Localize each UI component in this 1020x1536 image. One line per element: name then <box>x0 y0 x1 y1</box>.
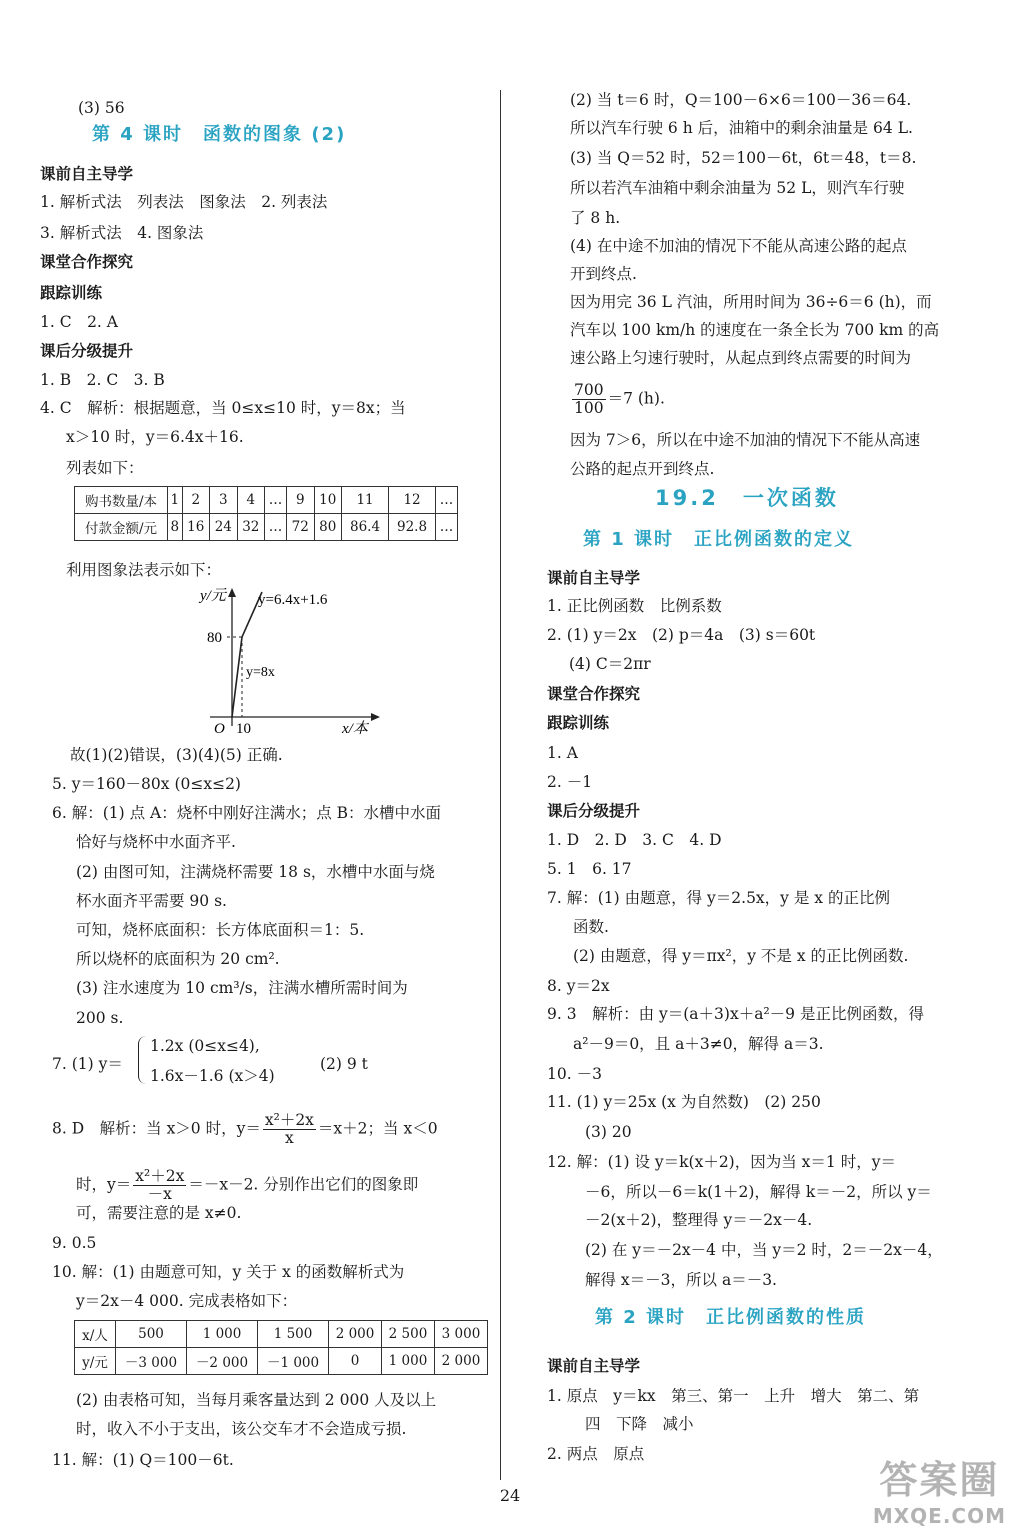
text: ＝－x－2. 分别作出它们的图象即 <box>188 1175 419 1194</box>
heading-class-explore: 课堂合作探究 <box>40 253 134 271</box>
answer-line: 1. 解析式法 列表法 图象法 2. 列表法 <box>40 193 328 211</box>
piecewise-brace <box>138 1036 147 1084</box>
table-cell: 2 <box>182 487 210 514</box>
answer-line: 1. 正比例函数 比例系数 <box>547 597 722 615</box>
row-header-cell: 付款金额/元 <box>75 514 168 541</box>
answer-line: y＝2x－4 000. 完成表格如下： <box>76 1292 298 1310</box>
answer-line: 时，收入不小于支出，该公交车才不会造成亏损. <box>76 1420 407 1438</box>
answer-line: 9. 0.5 <box>52 1234 97 1252</box>
answer-line: 11. (1) y＝25x (x 为自然数) (2) 250 <box>547 1093 821 1111</box>
heading-pre-study: 课前自主导学 <box>547 1357 641 1375</box>
answer-line: 200 s. <box>76 1009 124 1027</box>
origin-label: O <box>214 721 225 736</box>
answer-line: 函数. <box>573 918 609 936</box>
answer-line: (3) 当 Q＝52 时，52＝100－6t，6t＝48，t＝8. <box>570 149 917 167</box>
table-cell: 10 <box>314 487 342 514</box>
heading-track-training: 跟踪训练 <box>40 284 103 302</box>
answer-line: 3. 解析式法 4. 图象法 <box>40 224 204 242</box>
answer-line: 因为 7＞6，所以在中途不加油的情况下不能从高速 <box>570 431 921 449</box>
answer-line: (2) 由题意，得 y＝πx²，y 不是 x 的正比例函数. <box>573 947 909 965</box>
fraction <box>263 1112 316 1147</box>
piecewise-case-1: 1.2x (0≤x≤4), <box>150 1037 260 1055</box>
fraction <box>133 1168 186 1203</box>
answer-line: 2. －1 <box>547 773 593 791</box>
x-axis-label: x/本 <box>342 721 368 736</box>
table-cell: 12 <box>389 487 436 514</box>
numerator: 700 <box>574 381 604 399</box>
denominator: 100 <box>574 399 604 417</box>
answer-line: (2) 由图可知，注满烧杯需要 18 s，水槽中水面与烧 <box>76 863 435 881</box>
table-cell: … <box>436 514 458 541</box>
table-cell: 92.8 <box>389 514 436 541</box>
answer-line: 1. 原点 y＝kx 第三、第一 上升 增大 第二、第 <box>547 1387 920 1405</box>
answer-line: 可，需要注意的是 x≠0. <box>76 1204 242 1222</box>
answer-line: 汽车以 100 km/h 的速度在一条全长为 700 km 的高 <box>570 321 940 339</box>
table-cell: 2 000 <box>434 1348 487 1375</box>
watermark-logo <box>873 1449 1006 1528</box>
watermark-url: MXQE.COM <box>872 1504 1006 1528</box>
line-label-1: y=6.4x+1.6 <box>258 592 328 608</box>
table-cell: 8 <box>168 514 183 541</box>
answer-line: 恰好与烧杯中水面齐平. <box>76 833 236 851</box>
heading-after-class: 课后分级提升 <box>547 802 641 820</box>
text: ＝x＋2；当 x＜0 <box>317 1119 438 1138</box>
table-cell: －3 000 <box>116 1348 187 1375</box>
answer-line: 利用图象法表示如下： <box>66 561 222 579</box>
watermark-text: 答案圈 <box>879 1458 1000 1502</box>
table-cell: 3 000 <box>434 1321 487 1348</box>
table-cell: … <box>265 487 287 514</box>
table-cell: … <box>436 487 458 514</box>
table-cell: 80 <box>314 514 342 541</box>
answer-line: (2) 9 t <box>320 1055 368 1073</box>
answer-line: (2) 当 t＝6 时，Q＝100－6×6＝100－36＝64. <box>570 91 912 109</box>
table-cell: 16 <box>182 514 210 541</box>
answer-line: 解得 x＝－3，所以 a＝－3. <box>585 1271 777 1289</box>
table-cell: －2 000 <box>187 1348 258 1375</box>
answer-line: (4) C＝2πr <box>569 655 651 673</box>
answer-line: 1. A <box>547 744 578 762</box>
text: 时，y＝ <box>76 1175 132 1194</box>
answer-line: 2. 两点 原点 <box>547 1445 645 1463</box>
answer-line: (3) 56 <box>78 99 125 117</box>
answer-line: 1. D 2. D 3. C 4. D <box>547 831 722 849</box>
answer-line: 7. (1) y＝ <box>52 1055 123 1073</box>
answer-line: 4. C 解析：根据题意，当 0≤x≤10 时，y＝8x；当 <box>40 399 406 417</box>
table-cell: 1 500 <box>258 1321 329 1348</box>
answer-line: 2. (1) y＝2x (2) p＝4a (3) s＝60t <box>547 626 816 644</box>
page-number: 24 <box>499 1486 521 1505</box>
revenue-table <box>74 1320 488 1375</box>
answer-line: 11. 解：(1) Q＝100－6t. <box>52 1451 234 1469</box>
answer-line <box>52 1112 438 1147</box>
denominator: －x <box>147 1185 172 1203</box>
row-header-cell: y/元 <box>75 1348 116 1375</box>
answer-line: 公路的起点开到终点. <box>570 460 715 478</box>
table-cell: 1 <box>168 487 183 514</box>
piecewise-case-2: 1.6x－1.6 (x＞4) <box>150 1067 275 1085</box>
answer-line: 5. y＝160－80x (0≤x≤2) <box>52 775 241 793</box>
table-row <box>75 514 458 541</box>
fraction <box>572 382 606 417</box>
table-row <box>75 487 458 514</box>
answer-line: 因为用完 36 L 汽油，所用时间为 36÷6＝6 (h)，而 <box>570 293 932 311</box>
answer-line: －6，所以－6＝k(1＋2)，解得 k＝－2，所以 y＝ <box>585 1183 932 1201</box>
table-cell: 500 <box>116 1321 187 1348</box>
table-cell: 72 <box>287 514 315 541</box>
answer-line: (4) 在中途不加油的情况下不能从高速公路的起点 <box>570 237 907 255</box>
table-cell: 24 <box>210 514 238 541</box>
table-cell: 1 000 <box>187 1321 258 1348</box>
x-tick-10: 10 <box>236 721 251 736</box>
heading-pre-study: 课前自主导学 <box>547 569 641 587</box>
answer-line: x＞10 时，y＝6.4x＋16. <box>66 428 244 446</box>
answer-line: 12. 解：(1) 设 y＝k(x＋2)，因为当 x＝1 时，y＝ <box>547 1153 896 1171</box>
row-header-cell: 购书数量/本 <box>75 487 168 514</box>
answer-line: 所以烧杯的底面积为 20 cm². <box>76 950 280 968</box>
answer-line: 四 下降 减小 <box>585 1415 694 1433</box>
table-cell: 32 <box>237 514 265 541</box>
answer-line: 故(1)(2)错误，(3)(4)(5) 正确. <box>70 746 283 764</box>
segment-y-8x <box>232 637 242 717</box>
price-table <box>74 486 458 541</box>
answer-line: 列表如下： <box>66 459 144 477</box>
answer-line: 5. 1 6. 17 <box>547 860 632 878</box>
answer-line: (3) 注水速度为 10 cm³/s，注满水槽所需时间为 <box>76 979 408 997</box>
answer-line: 速公路上匀速行驶时，从起点到终点需要的时间为 <box>570 349 912 367</box>
column-divider <box>500 90 501 1480</box>
answer-line: 9. 3 解析：由 y＝(a＋3)x＋a²－9 是正比例函数，得 <box>547 1005 924 1023</box>
y-tick-80: 80 <box>207 630 222 646</box>
table-cell: 2 500 <box>382 1321 435 1348</box>
table-cell: 9 <box>287 487 315 514</box>
table-cell: 86.4 <box>342 514 389 541</box>
answer-line: －2(x＋2)，整理得 y＝－2x－4. <box>585 1211 813 1229</box>
answer-line: 10. 解：(1) 由题意可知，y 关于 x 的函数解析式为 <box>52 1263 405 1281</box>
table-cell: 1 000 <box>382 1348 435 1375</box>
table-row <box>75 1321 488 1348</box>
y-axis-arrow <box>228 588 236 597</box>
answer-line: a²－9＝0，且 a＋3≠0，解得 a＝3. <box>573 1035 824 1053</box>
x-axis-arrow <box>371 713 380 721</box>
answer-line: 7. 解：(1) 由题意，得 y＝2.5x，y 是 x 的正比例 <box>547 889 890 907</box>
y-axis-label: y/元 <box>200 588 226 604</box>
answer-line: 杯水面齐平需要 90 s. <box>76 892 227 910</box>
text: 8. D 解析：当 x＞0 时，y＝ <box>52 1119 261 1138</box>
answer-line: (2) 由表格可知，当每月乘客量达到 2 000 人及以上 <box>76 1391 437 1409</box>
answer-line: 可知，烧杯底面积：长方体底面积＝1：5. <box>76 921 365 939</box>
answer-line <box>570 382 665 417</box>
answer-line <box>76 1168 418 1203</box>
table-cell: 0 <box>329 1348 382 1375</box>
heading-class-explore: 课堂合作探究 <box>547 685 641 703</box>
answer-line: 8. y＝2x <box>547 977 610 995</box>
section-title: 第 2 课时 正比例函数的性质 <box>595 1307 867 1328</box>
main-section-title: 19.2 一次函数 <box>655 486 839 510</box>
table-cell: －1 000 <box>258 1348 329 1375</box>
answer-line: 所以汽车行驶 6 h 后，油箱中的剩余油量是 64 L. <box>570 119 913 137</box>
table-cell: 3 <box>210 487 238 514</box>
heading-pre-study: 课前自主导学 <box>40 165 134 183</box>
answer-line: 10. －3 <box>547 1065 602 1083</box>
section-title: 第 1 课时 正比例函数的定义 <box>583 529 855 550</box>
section-title: 第 4 课时 函数的图象 (2) <box>92 124 347 145</box>
heading-after-class: 课后分级提升 <box>40 342 134 360</box>
answer-line: 所以若汽车油箱中剩余油量为 52 L，则汽车行驶 <box>570 179 905 197</box>
answer-line: 1. B 2. C 3. B <box>40 371 165 389</box>
heading-track-training: 跟踪训练 <box>547 714 610 732</box>
answer-line: 开到终点. <box>570 265 637 283</box>
text: ＝7 (h). <box>607 389 665 408</box>
answer-line: 6. 解：(1) 点 A：烧杯中刚好注满水；点 B：水槽中水面 <box>52 804 442 822</box>
numerator: x²＋2x <box>264 1111 314 1129</box>
answer-line: (3) 20 <box>585 1123 632 1141</box>
numerator: x²＋2x <box>135 1167 185 1185</box>
answer-line: (2) 在 y＝－2x－4 中，当 y＝2 时，2＝－2x－4， <box>585 1241 943 1259</box>
function-graph <box>170 586 400 736</box>
table-cell: 2 000 <box>329 1321 382 1348</box>
table-row <box>75 1348 488 1375</box>
row-header-cell: x/人 <box>75 1321 116 1348</box>
table-cell: … <box>265 514 287 541</box>
line-label-2: y=8x <box>246 665 275 680</box>
table-cell: 4 <box>237 487 265 514</box>
answer-line: 1. C 2. A <box>40 313 118 331</box>
table-cell: 11 <box>342 487 389 514</box>
answer-line: 了 8 h. <box>570 209 621 227</box>
denominator: x <box>285 1129 294 1147</box>
